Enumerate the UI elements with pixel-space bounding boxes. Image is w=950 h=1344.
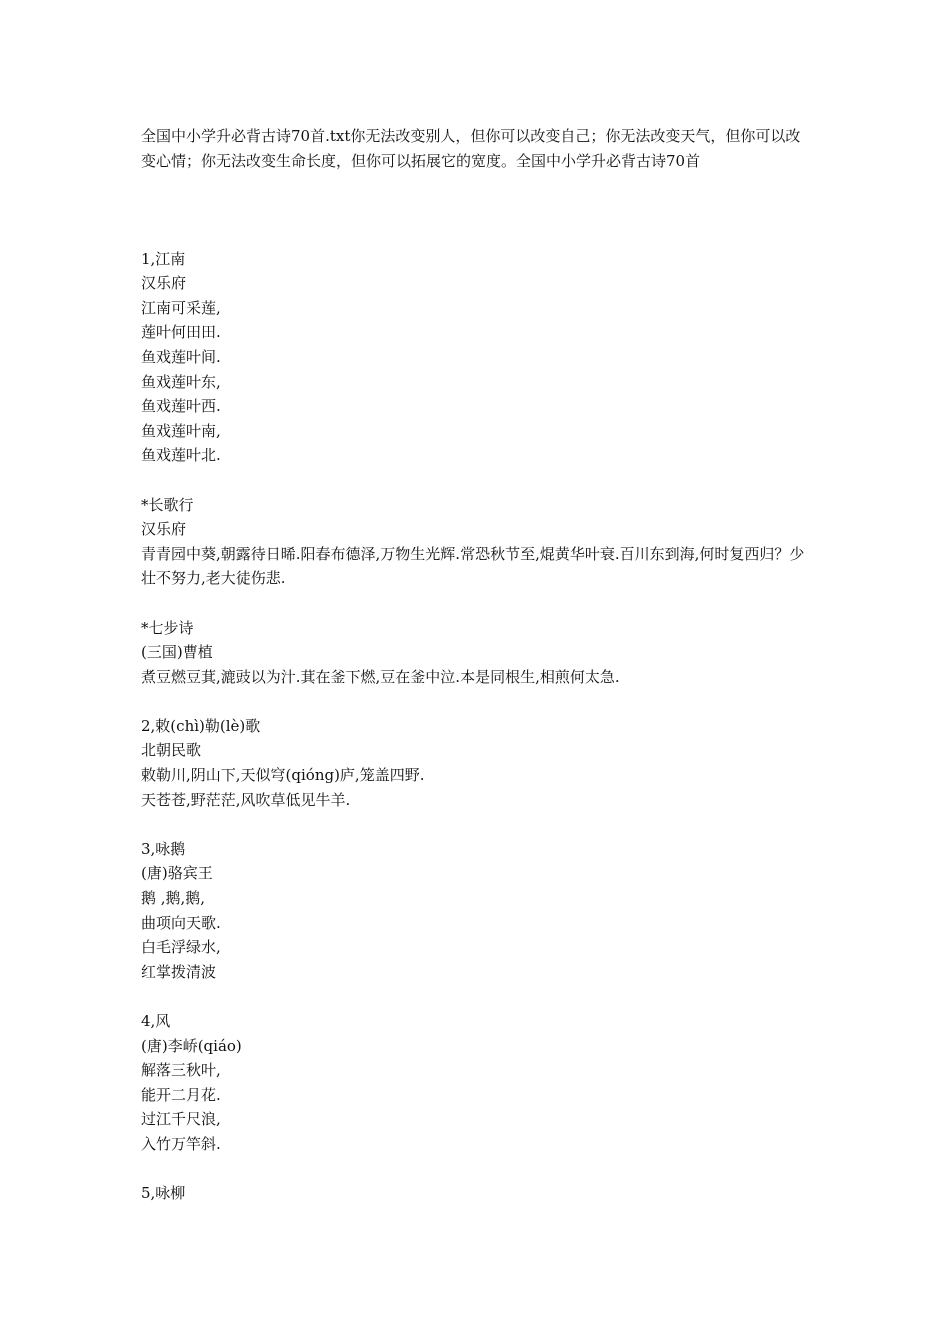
intro-paragraph: 全国中小学升必背古诗70首.txt你无法改变别人，但你可以改变自己；你无法改变天气，但你可以改变心情；你无法改变生命长度，但你可以拓展它的宽度。全国中小学升必背古诗70首 bbox=[141, 127, 801, 170]
poem-title: 5,咏柳 bbox=[141, 1184, 186, 1203]
poem-yongliu bbox=[141, 1181, 813, 1206]
spacer bbox=[141, 591, 813, 616]
spacer bbox=[141, 173, 813, 222]
poem-title: 4,风 bbox=[141, 1012, 171, 1030]
poem-feng bbox=[141, 1009, 813, 1157]
spacer bbox=[141, 222, 813, 247]
spacer bbox=[141, 812, 813, 837]
poem-title: *七步诗 bbox=[141, 618, 194, 637]
poem-line: 煮豆燃豆萁,漉豉以为汁.萁在釜下燃,豆在釜中泣.本是同根生,相煎何太急. bbox=[141, 667, 620, 686]
spacer bbox=[141, 689, 813, 714]
spacer bbox=[141, 468, 813, 493]
poem-chilege bbox=[141, 714, 813, 812]
poem-line: 过江千尺浪, bbox=[141, 1110, 221, 1129]
poem-author: (唐)骆宾王 bbox=[141, 864, 213, 883]
poem-author: (三国)曹植 bbox=[141, 643, 213, 662]
poem-line: 天苍苍,野茫茫,风吹草低见牛羊. bbox=[141, 790, 351, 809]
document-page bbox=[141, 124, 813, 1206]
poem-line: 江南可采莲, bbox=[141, 298, 221, 317]
spacer bbox=[141, 984, 813, 1009]
poem-title: 1,江南 bbox=[141, 249, 186, 268]
poem-text: 青青园中葵,朝露待日晞.阳春布德泽,万物生光辉.常恐秋节至,焜黄华叶衰.百川东到海,何时复西归？少壮不努力,老大徒伤悲. bbox=[141, 544, 805, 588]
poem-line: 曲项向天歌. bbox=[141, 913, 221, 932]
poem-title: 3,咏鹅 bbox=[141, 839, 186, 858]
poem-title: *长歌行 bbox=[141, 495, 194, 514]
poem-author: 汉乐府 bbox=[141, 520, 187, 539]
poem-line: 解落三秋叶, bbox=[141, 1061, 221, 1080]
poem-line: 鱼戏莲叶西. bbox=[141, 397, 221, 416]
poem-line: 白毛浮绿水, bbox=[141, 938, 221, 957]
poem-line: 鱼戏莲叶东, bbox=[141, 372, 221, 391]
poem-line: 敕勒川,阴山下,天似穹(qióng)庐,笼盖四野. bbox=[141, 766, 425, 785]
poem-title: 2,敕(chì)勒(lè)歌 bbox=[141, 716, 261, 735]
poem-author: 北朝民歌 bbox=[141, 741, 202, 760]
poem-line: 鱼戏莲叶南, bbox=[141, 421, 221, 440]
poem-line: 鱼戏莲叶间. bbox=[141, 347, 221, 366]
poem-line: 鱼戏莲叶北. bbox=[141, 446, 221, 465]
spacer bbox=[141, 1157, 813, 1182]
poem-line: 入竹万竿斜. bbox=[141, 1134, 221, 1153]
poem-jiangnan bbox=[141, 247, 813, 468]
poem-line: 红掌拨清波 bbox=[141, 962, 217, 981]
poem-line: 莲叶何田田. bbox=[141, 323, 221, 342]
poem-author: (唐)李峤(qiáo) bbox=[141, 1036, 242, 1055]
poem-changgexing bbox=[141, 493, 813, 591]
poem-qibushi bbox=[141, 616, 813, 690]
poem-author: 汉乐府 bbox=[141, 274, 187, 293]
poem-yonge bbox=[141, 837, 813, 985]
poem-line: 鹅 ,鹅,鹅, bbox=[141, 889, 206, 908]
poem-line: 能开二月花. bbox=[141, 1085, 221, 1104]
